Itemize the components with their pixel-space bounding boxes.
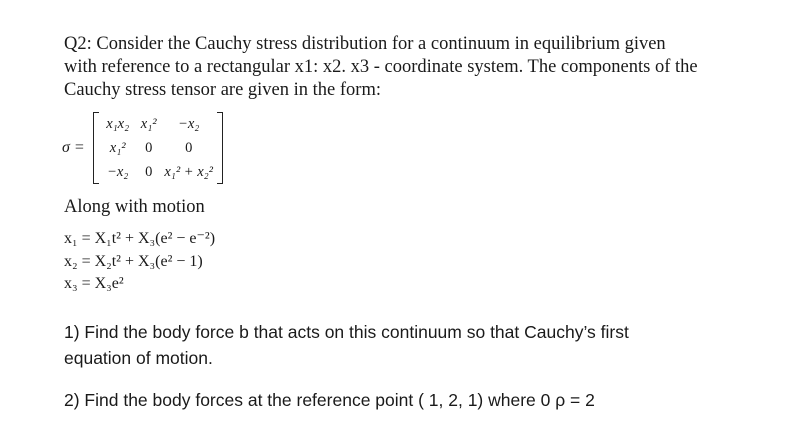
matrix-cell: 0 bbox=[185, 139, 193, 156]
task-1-line-2: equation of motion. bbox=[64, 348, 213, 368]
matrix-grid bbox=[101, 110, 215, 186]
matrix-cell: −x₂ bbox=[107, 163, 129, 180]
along-with-motion-label: Along with motion bbox=[64, 197, 205, 217]
matrix-cell: x₁² + x₂² bbox=[164, 163, 214, 180]
stress-tensor-equation bbox=[62, 110, 223, 186]
left-bracket bbox=[93, 112, 99, 184]
matrix-cell: x₁x₂ bbox=[106, 115, 130, 132]
matrix-cell: −x₂ bbox=[178, 115, 200, 132]
task-2: 2) Find the body forces at the reference point ( 1, 2, 1) where 0 ρ = 2 bbox=[64, 390, 595, 410]
motion-equation-x2: x₂ = X₂t² + X₃(e² − 1) bbox=[64, 252, 203, 270]
matrix-cell: 0 bbox=[145, 163, 153, 180]
right-bracket bbox=[217, 112, 223, 184]
sigma-label: σ = bbox=[62, 139, 85, 156]
stress-matrix bbox=[93, 110, 223, 186]
question-line-3: Cauchy stress tensor are given in the form: bbox=[64, 80, 381, 100]
matrix-cell: 0 bbox=[145, 139, 153, 156]
matrix-cell: x₁² bbox=[140, 115, 157, 132]
task-list bbox=[64, 319, 764, 413]
question-line-2: with reference to a rectangular x1: x2. x3 - coordinate system. The components of the bbox=[64, 57, 698, 77]
motion-equation-x3: x₃ = X₃e² bbox=[64, 275, 124, 292]
matrix-cell: x₁² bbox=[109, 139, 126, 156]
motion-equations bbox=[64, 228, 215, 296]
question-text bbox=[64, 33, 764, 102]
motion-equation-x1: x₁ = X₁t² + X₃(e² − e⁻²) bbox=[64, 230, 216, 247]
question-line-1: Q2: Consider the Cauchy stress distribution for a continuum in equilibrium given bbox=[64, 34, 666, 54]
task-1-line-1: 1) Find the body force b that acts on this continuum so that Cauchy’s first bbox=[64, 322, 629, 342]
